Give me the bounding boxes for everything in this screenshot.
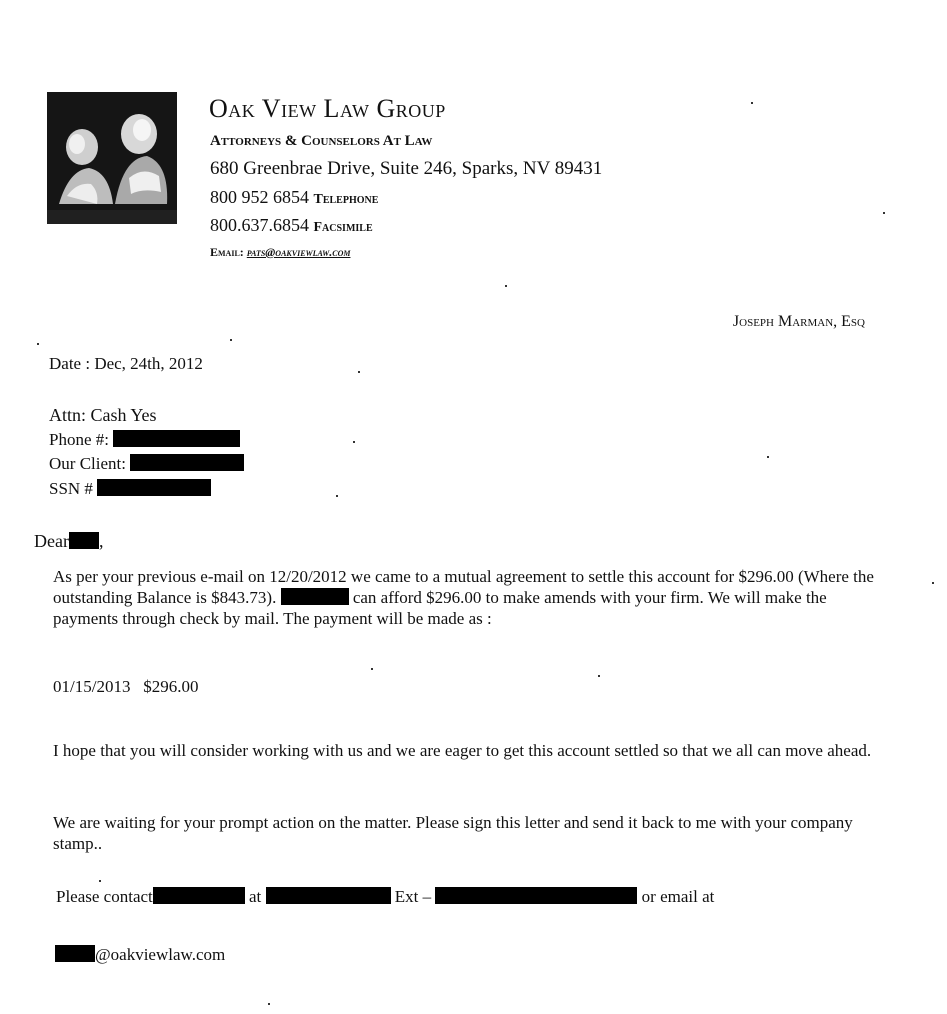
payment-schedule [53,677,198,697]
attention-line: Attn: Cash Yes [49,405,157,425]
fax-number: 800.637.6854 [210,215,309,235]
contact-text-c: Ext – [394,887,432,906]
phone-number: 800 952 6854 [210,187,309,207]
settlement-text-b: can afford $296.00 to make amends with your firm. We will make the payments through check by mail. The payment will be made as : [53,588,827,628]
payment-date: 01/15/2013 [53,677,131,696]
scan-speck [505,285,507,287]
redacted-email-user [55,945,95,962]
redacted-recipient [69,532,99,549]
scan-speck [767,456,769,458]
scan-speck [336,495,338,497]
redacted-ssn [97,479,211,496]
phone-label: Telephone [313,192,379,207]
phone-field-label: Phone #: [49,430,109,449]
scan-speck [883,212,885,214]
redacted-client-name [130,454,244,471]
scan-speck [932,582,934,584]
recipient-phone [49,430,240,450]
scan-speck [358,371,360,373]
salutation: Dear , [34,531,104,551]
settlement-text-a: As per your previous e-mail on 12/20/2012 we came to a mutual agreement to settle this account for $296.00 (Where the outstanding Balance is $843.73). [53,567,874,607]
firm-fax [210,215,373,236]
contact-line [56,887,714,907]
contact-text-d: or email at [641,887,715,906]
redacted-client-name-inline [281,588,349,605]
scan-speck [353,441,355,443]
firm-address: 680 Greenbrae Drive, Suite 246, Sparks, NV 89431 [210,158,603,179]
salutation-text: Dear [34,531,69,551]
firm-logo-photo [47,92,177,224]
body-paragraph-action: We are waiting for your prompt action on the matter. Please sign this letter and send it back to me with your company stamp.. [53,813,853,853]
client-field-label: Our Client: [49,454,126,473]
payment-amount: $296.00 [143,677,199,696]
redacted-extension [435,887,637,904]
fax-label: Facsimile [313,220,373,235]
contact-text-a: Please contact [56,887,153,906]
contact-email-suffix: @oakviewlaw.com [95,945,226,964]
ssn-field-label: SSN # [49,479,93,498]
firm-phone [210,187,378,208]
contact-email-line [55,945,225,965]
firm-email [210,245,350,260]
firm-tagline: Attorneys & Counselors At Law [210,133,433,149]
attorney-name: Joseph Marman, Esq [732,313,865,330]
redacted-contact-phone [266,887,391,904]
contact-text-b: at [249,887,262,906]
body-paragraph-settlement [53,566,883,629]
email-label: Email: [210,245,244,259]
scan-speck [751,102,753,104]
redacted-phone [113,430,240,447]
firm-name: Oak View Law Group [209,94,446,123]
logo-image [47,92,177,224]
scan-speck [598,675,600,677]
client-line [49,454,244,474]
scan-speck [371,668,373,670]
letter-date: Date : Dec, 24th, 2012 [49,354,203,373]
scan-speck [37,343,39,345]
scan-speck [99,880,101,882]
ssn-line [49,479,211,499]
email-link[interactable]: pats@oakviewlaw.com [246,245,351,259]
scan-speck [230,339,232,341]
redacted-contact-name [153,887,245,904]
body-paragraph-hope: I hope that you will consider working with us and we are eager to get this account settled so that we all can move ahead. [53,741,872,760]
scan-speck [268,1003,270,1005]
